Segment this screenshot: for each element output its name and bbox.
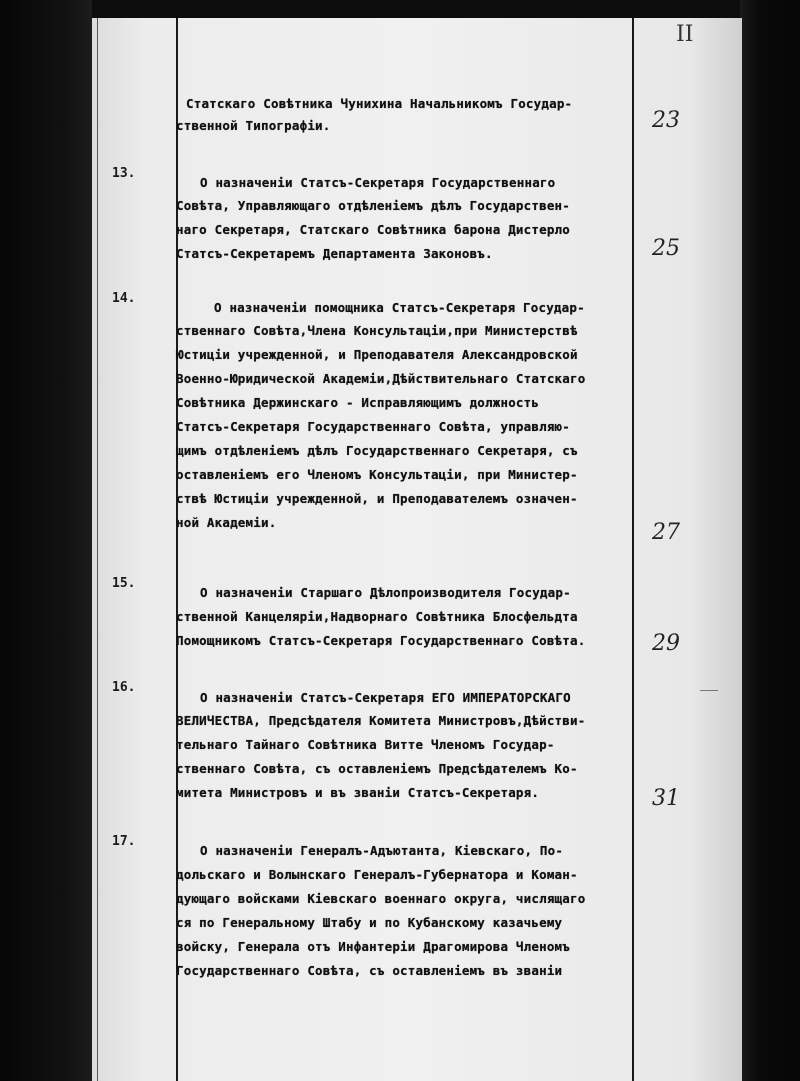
entry-2-line-5: Статсъ-Секретаря Государственнаго Совѣта, управляю- [176, 419, 571, 434]
corner-page-mark: II [676, 22, 694, 47]
entry-0-line-1: ственной Типографіи. [176, 118, 331, 133]
entry-2-line-1: ственнаго Совѣта,Члена Консультаціи,при Министерствѣ [176, 323, 578, 338]
entry-5-line-1: дольскаго и Волынскаго Генералъ-Губернатора и Коман- [176, 867, 578, 882]
entry-5-line-3: ся по Генеральному Штабу и по Кубанскому казачьему [176, 915, 563, 930]
entry-3-page-ref: 29 [652, 631, 680, 656]
entry-1-line-0: О назначеніи Статсъ-Секретаря Государственнаго [200, 175, 556, 190]
entry-5-line-5: Государственнаго Совѣта, съ оставленіемъ въ званіи [176, 963, 563, 978]
entry-0-line-0: Статскаго Совѣтника Чунихина Начальникомъ Государ- [186, 96, 573, 111]
entry-5-number: 17. [112, 834, 136, 849]
page-edge-line [97, 18, 98, 1081]
entry-2-line-2: Юстиціи учрежденной, и Преподавателя Александровской [176, 347, 578, 362]
entry-2-line-8: ствѣ Юстиціи учрежденной, и Преподавателемъ означен- [176, 491, 578, 506]
entry-2-number: 14. [112, 291, 136, 306]
margin-stroke [700, 690, 718, 691]
entry-2-page-ref: 27 [652, 520, 680, 545]
entry-3-line-2: Помощникомъ Статсъ-Секретаря Государственнаго Совѣта. [176, 633, 586, 648]
entry-2-line-4: Совѣтника Держинскаго - Исправляющимъ должность [176, 395, 540, 410]
entry-2-line-7: оставленіемъ его Членомъ Консультаціи, при Министер- [176, 467, 578, 482]
entry-4-number: 16. [112, 680, 136, 695]
entry-2-line-6: щимъ отдѣленіемъ дѣлъ Государственнаго Секретаря, съ [176, 443, 578, 458]
entry-3-line-1: ственной Канцеляріи,Надворнаго Совѣтника Блосфельдта [176, 609, 578, 624]
entry-1-line-1: Совѣта, Управляющаго отдѣленіемъ дѣлъ Государствен- [176, 198, 571, 213]
entry-5-line-0: О назначеніи Генералъ-Адъютанта, Кіевскаго, По- [200, 843, 564, 858]
entry-3-number: 15. [112, 576, 136, 591]
entry-2-line-0: О назначеніи помощника Статсъ-Секретаря Государ- [214, 300, 585, 315]
scan-left-border [0, 0, 92, 1081]
entry-3-line-0: О назначеніи Старшаго Дѣлопроизводителя Государ- [200, 585, 571, 600]
entry-0-page-ref: 23 [652, 108, 680, 133]
entry-4-line-0: О назначеніи Статсъ-Секретаря ЕГО ИМПЕРАТОРСКАГО [200, 690, 571, 705]
entry-4-line-4: митета Министровъ и въ званіи Статсъ-Секретаря. [176, 785, 540, 800]
entry-4-line-2: тельнаго Тайнаго Совѣтника Витте Членомъ Государ- [176, 737, 555, 752]
entry-2-line-9: ной Академіи. [176, 515, 277, 530]
entry-2-line-3: Военно-Юридической Академіи,Дѣйствительнаго Статскаго [176, 371, 586, 386]
entry-4-line-1: ВЕЛИЧЕСТВА, Предсѣдателя Комитета Министровъ,Дѣйстви- [176, 713, 586, 728]
entry-1-number: 13. [112, 166, 136, 181]
entry-4-page-ref: 31 [652, 786, 680, 811]
scan-right-border [740, 0, 800, 1081]
entry-1-page-ref: 25 [652, 236, 680, 261]
entry-1-line-2: наго Секретаря, Статскаго Совѣтника барона Дистерло [176, 222, 571, 237]
entry-4-line-3: ственнаго Совѣта, съ оставленіемъ Предсѣдателемъ Ко- [176, 761, 578, 776]
entry-5-line-4: войску, Генерала отъ Инфантеріи Драгомирова Членомъ [176, 939, 571, 954]
entry-1-line-3: Статсъ-Секретаремъ Департамента Законовъ. [176, 246, 493, 261]
entry-5-line-2: дующаго войсками Кіевскаго военнаго округа, числящаго [176, 891, 586, 906]
